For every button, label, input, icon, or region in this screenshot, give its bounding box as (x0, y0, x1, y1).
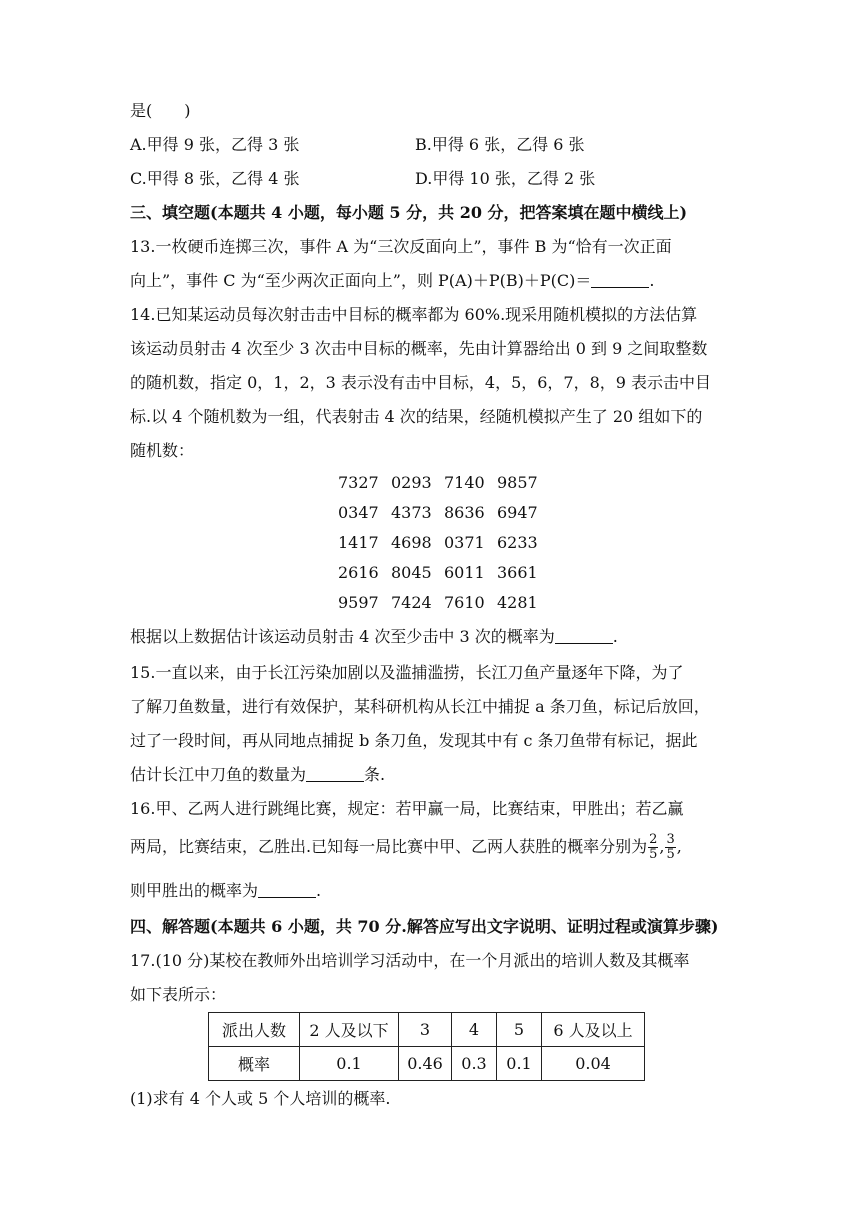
random-number-row (338, 498, 550, 528)
probability-table (208, 1012, 645, 1081)
random-number: 2616 (338, 563, 379, 582)
q16-line2-text: 两局，比赛结束，乙胜出.已知每一局比赛中甲、乙两人获胜的概率分别为 (130, 837, 648, 856)
random-number: 6011 (444, 563, 485, 582)
random-number: 6947 (497, 503, 538, 522)
answer-blank (555, 625, 613, 644)
answer-blank (591, 269, 649, 288)
random-number: 8045 (391, 563, 432, 582)
fraction-three-fifths: $\frac{3}{5}$ (666, 832, 675, 862)
random-number-row (338, 558, 550, 588)
table-header-cell: 4 (452, 1013, 497, 1047)
answer-blank (258, 879, 316, 898)
table-header-row (209, 1013, 645, 1047)
q12-option-c: C.甲得 8 张，乙得 4 张 (130, 169, 300, 188)
random-number: 4281 (497, 593, 538, 612)
q15-line4-text: 估计长江中刀鱼的数量为 (130, 765, 307, 784)
random-number: 7140 (444, 473, 485, 492)
q15-line2: 了解刀鱼数量，进行有效保护，某科研机构从长江中捕捉 a 条刀鱼，标记后放回， (130, 697, 710, 716)
table-header-cell: 5 (497, 1013, 542, 1047)
q13-line2-text: 向上”，事件 C 为“至少两次正面向上”，则 P(A)＋P(B)＋P(C)＝ (130, 271, 592, 290)
q17-line1: 17.(10 分)某校在教师外出培训学习活动中，在一个月派出的培训人数及其概率 (130, 951, 690, 970)
table-cell: 概率 (209, 1047, 300, 1081)
random-number: 7327 (338, 473, 379, 492)
random-number: 1417 (338, 533, 379, 552)
q14-answer-line (130, 620, 618, 654)
table-header-cell: 6 人及以上 (542, 1013, 645, 1047)
random-number: 8636 (444, 503, 485, 522)
q13-end: . (649, 271, 655, 290)
q12-option-a: A.甲得 9 张，乙得 3 张 (130, 135, 300, 154)
random-number: 0347 (338, 503, 379, 522)
table-header-cell: 2 人及以下 (300, 1013, 399, 1047)
q14-line1: 14.已知某运动员每次射击击中目标的概率都为 60%.现采用随机模拟的方法估算 (130, 305, 698, 324)
table-header-cell: 3 (399, 1013, 452, 1047)
q14-line2: 该运动员射击 4 次至少 3 次击中目标的概率，先由计算器给出 0 到 9 之间取整数 (130, 339, 708, 358)
table-cell: 0.1 (497, 1047, 542, 1081)
q16-end: . (316, 881, 322, 900)
random-number: 7424 (391, 593, 432, 612)
table-cell: 0.3 (452, 1047, 497, 1081)
random-number: 4698 (391, 533, 432, 552)
q16-line3 (130, 874, 321, 908)
q15-line1: 15.一直以来，由于长江污染加剧以及滥捕滥捞，长江刀鱼产量逐年下降，为了 (130, 663, 684, 682)
random-number: 3661 (497, 563, 538, 582)
q12-option-b: B.甲得 6 张，乙得 6 张 (415, 135, 585, 154)
table-cell: 0.46 (399, 1047, 452, 1081)
q15-line4 (130, 758, 385, 792)
random-number-row (338, 468, 550, 498)
q13-line1: 13.一枚硬币连掷三次，事件 A 为“三次反面向上”，事件 B 为“恰有一次正面 (130, 237, 672, 256)
q17-sub1: (1)求有 4 个人或 5 个人培训的概率. (130, 1089, 391, 1108)
q13-line2 (130, 264, 654, 298)
section4-title: 四、解答题(本题共 6 小题，共 70 分.解答应写出文字说明、证明过程或演算步骤) (130, 917, 719, 936)
q15-line3: 过了一段时间，再从同地点捕捉 b 条刀鱼，发现其中有 c 条刀鱼带有标记，据此 (130, 731, 698, 750)
answer-blank (306, 763, 364, 782)
random-number: 4373 (391, 503, 432, 522)
q16-line3-text: 则甲胜出的概率为 (130, 881, 259, 900)
random-number: 0293 (391, 473, 432, 492)
random-number: 6233 (497, 533, 538, 552)
q16-line1: 16.甲、乙两人进行跳绳比赛，规定：若甲赢一局，比赛结束，甲胜出；若乙赢 (130, 799, 684, 818)
table-cell: 0.04 (542, 1047, 645, 1081)
random-number-grid (338, 468, 550, 618)
random-number-row (338, 528, 550, 558)
fraction-two-fifths: $\frac{2}{5}$ (649, 832, 658, 862)
random-number: 9597 (338, 593, 379, 612)
table-row (209, 1047, 645, 1081)
random-number: 7610 (444, 593, 485, 612)
random-number-row (338, 588, 550, 618)
random-number: 0371 (444, 533, 485, 552)
q14-end: . (612, 627, 618, 646)
q12-option-d: D.甲得 10 张，乙得 2 张 (415, 169, 596, 188)
random-number: 9857 (497, 473, 538, 492)
q14-line4: 标.以 4 个随机数为一组，代表射击 4 次的结果，经随机模拟产生了 20 组如下的 (130, 407, 703, 426)
q17-line2: 如下表所示： (130, 985, 227, 1004)
table-header-cell: 派出人数 (209, 1013, 300, 1047)
q16-line2: 两局，比赛结束，乙胜出.已知每一局比赛中甲、乙两人获胜的概率分别为 $\frac{2}{5}$ , $\frac{3}{5}$ , (130, 832, 682, 862)
q12-tail: 是( ) (130, 101, 191, 120)
q15-end: 条. (364, 765, 386, 784)
q14-line3: 的随机数，指定 0，1，2，3 表示没有击中目标，4，5，6，7，8，9 表示击中目 (130, 373, 712, 392)
q14-after-text: 根据以上数据估计该运动员射击 4 次至少击中 3 次的概率为 (130, 627, 555, 646)
table-cell: 0.1 (300, 1047, 399, 1081)
section3-title: 三、填空题(本题共 4 小题，每小题 5 分，共 20 分，把答案填在题中横线上) (130, 203, 688, 222)
q14-line5: 随机数： (130, 441, 195, 460)
